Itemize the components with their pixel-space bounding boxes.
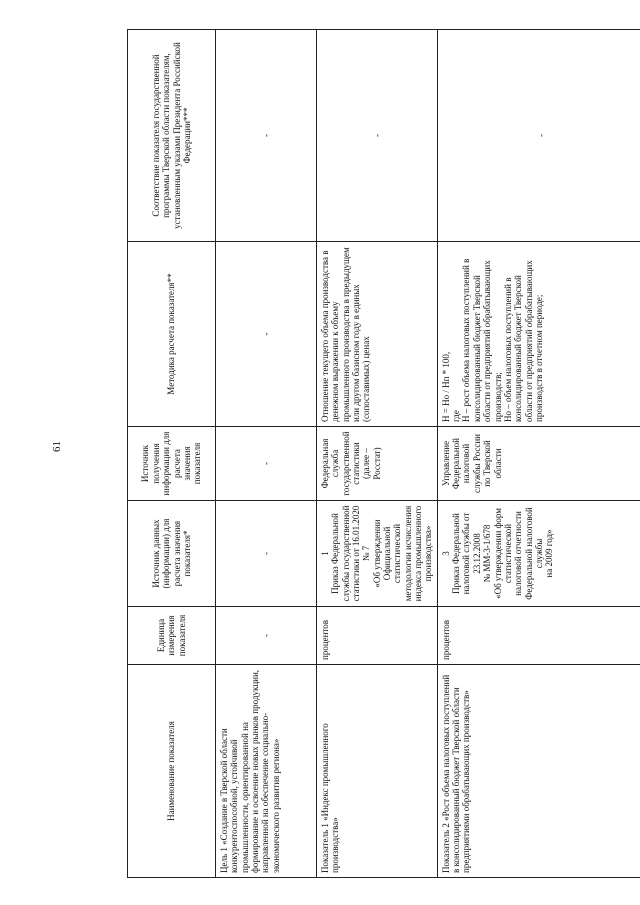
cell-unit: процентов — [317, 607, 438, 665]
indicators-table — [127, 29, 640, 878]
header-info-source: Источник получения информации для расчета значения показателя — [128, 427, 216, 501]
cell-info-source: Управление Федеральной налоговой службы России по Тверской области — [437, 427, 640, 501]
cell-compliance: - — [317, 30, 438, 242]
header-unit: Единица измерения показателя — [128, 607, 216, 665]
cell-method: Отношение текущего объема производства в денежном выражении к объему промышленного производства в предыдущем или другом базисном году в единых (сопоставимых) ценах — [317, 242, 438, 427]
cell-compliance: - — [216, 30, 317, 242]
cell-data-source: 1 Приказ Федеральной службы государственной статистики от 16.01.2020 № 7 «Об утверждении Официальной статистической методологии исчисления индекса промышленного производства» — [317, 501, 438, 607]
cell-info-source: Федеральная служба государственной статистики (далее – Росстат) — [317, 427, 438, 501]
table-row — [437, 30, 640, 878]
cell-info-source: - — [216, 427, 317, 501]
cell-unit: - — [216, 607, 317, 665]
cell-method: Н = Нo / Нп * 100, где Н – рост объема налоговых поступлений в консолидированный бюджет Тверской области от предприятий обрабатывающих производств; Но – объем налоговых поступлений в консолидированный бюджет Тверской области от предприятий обрабатывающих производств в отчетном периоде; — [437, 242, 640, 427]
rotated-table-wrapper — [127, 30, 630, 878]
header-indicator-name: Наименование показателя — [128, 665, 216, 878]
table-row — [216, 30, 317, 878]
table-row — [317, 30, 438, 878]
header-data-source: Источник данных (информации) для расчета значения показателя* — [128, 501, 216, 607]
cell-name: Показатель 2 «Рост объема налоговых поступлений в консолидированный бюджет Тверской области предприятиями обрабатывающих производств» — [437, 665, 640, 878]
cell-name: Показатель 1 «Индекс промышленного производства» — [317, 665, 438, 878]
cell-data-source: 3 Приказ Федеральной налоговой службы от 23.12.2008 № ММ-3-1/678 «Об утверждении форм статистической налоговой отчетности Федеральной налоговой службы на 2009 год» — [437, 501, 640, 607]
cell-data-source: - — [216, 501, 317, 607]
table-header-row — [128, 30, 216, 878]
cell-method: - — [216, 242, 317, 427]
cell-compliance: - — [437, 30, 640, 242]
cell-name: Цель 1 «Создание в Тверской области конкурентоспособной, устойчивой промышленности, ориентированной на формирование и освоение новых рынков продукции, направленной на обеспечение социально-экономического развития региона» — [216, 665, 317, 878]
header-compliance: Соответствие показателя государственной программы Тверской области показателям, установленным указами Президента Российской Федерации*** — [128, 30, 216, 242]
header-method: Методика расчета показателя** — [128, 242, 216, 427]
cell-unit: процентов — [437, 607, 640, 665]
page-number: 61 — [51, 441, 63, 452]
